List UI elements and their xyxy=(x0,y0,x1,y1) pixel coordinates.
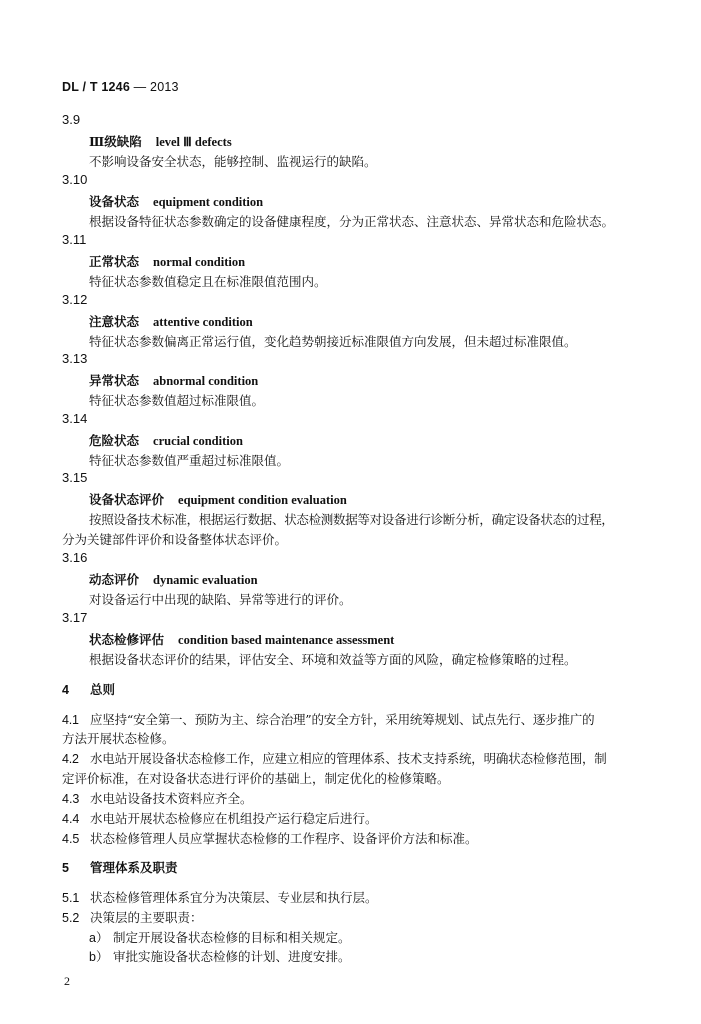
term-cn: 异常状态 xyxy=(89,373,140,388)
clause-paragraph-continued: 定评价标准，在对设备状态进行评价的基础上，制定优化的检修策略。 xyxy=(62,771,450,786)
list-item: b） 审批实施设备状态检修的计划、进度安排。 xyxy=(89,949,351,964)
term-heading xyxy=(89,570,258,588)
list-item: a） 制定开展设备状态检修的目标和相关规定。 xyxy=(89,930,351,945)
term-heading xyxy=(89,630,394,648)
clause-paragraph: 4.1 应坚持“安全第一、预防为主、综合治理”的安全方针，采用统筹规划、试点先行、逐步推广的 xyxy=(62,712,595,727)
clause-number: 3.12 xyxy=(62,292,88,307)
term-definition: 按照设备技术标准，根据运行数据、状态检测数据等对设备进行诊断分析，确定设备状态的过程， xyxy=(89,512,614,527)
clause-paragraph: 5.1 状态检修管理体系宜分为决策层、专业层和执行层。 xyxy=(62,890,378,905)
clause-number: 3.11 xyxy=(62,232,87,247)
clause-paragraph: 4.2 水电站开展设备状态检修工作，应建立相应的管理体系、技术支持系统，明确状态检修范围，制 xyxy=(62,751,607,766)
section-title: 总则 xyxy=(90,682,116,697)
term-en: abnormal condition xyxy=(153,374,259,388)
section-heading xyxy=(62,680,115,698)
document-header xyxy=(62,80,179,94)
clause-number: 3.10 xyxy=(62,172,88,187)
term-en: level Ⅲ defects xyxy=(155,135,232,149)
term-en: normal condition xyxy=(153,255,246,269)
clause-number: 3.16 xyxy=(62,550,88,565)
term-en: equipment condition xyxy=(153,195,264,209)
term-definition-continued: 分为关键部件评价和设备整体状态评价。 xyxy=(62,532,288,547)
term-en: attentive condition xyxy=(153,315,253,329)
term-definition: 根据设备状态评价的结果，评估安全、环境和效益等方面的风险，确定检修策略的过程。 xyxy=(89,652,577,667)
clause-number: 3.9 xyxy=(62,112,81,127)
term-cn: 状态检修评估 xyxy=(89,632,165,647)
term-cn: 设备状态评价 xyxy=(89,492,165,507)
clause-paragraph: 5.2 决策层的主要职责： xyxy=(62,910,203,925)
term-en: condition based maintenance assessment xyxy=(178,633,395,647)
term-heading xyxy=(89,132,232,150)
term-heading xyxy=(89,490,347,508)
standard-year: — 2013 xyxy=(133,80,179,94)
clause-paragraph-continued: 方法开展状态检修。 xyxy=(62,731,175,746)
term-definition: 根据设备特征状态参数确定的设备健康程度，分为正常状态、注意状态、异常状态和危险状态。 xyxy=(89,214,615,229)
clause-number: 3.14 xyxy=(62,411,88,426)
term-heading xyxy=(89,371,258,389)
clause-number: 3.15 xyxy=(62,470,88,485)
section-heading xyxy=(62,858,178,876)
standard-code: DL / T 1246 xyxy=(62,80,130,94)
clause-number: 3.13 xyxy=(62,351,88,366)
clause-paragraph: 4.3 水电站设备技术资料应齐全。 xyxy=(62,791,253,806)
clause-paragraph: 4.5 状态检修管理人员应掌握状态检修的工作程序、设备评价方法和标准。 xyxy=(62,831,478,846)
section-title: 管理体系及职责 xyxy=(90,860,178,875)
term-cn: 动态评价 xyxy=(89,572,140,587)
term-en: crucial condition xyxy=(153,434,243,448)
term-cn: 危险状态 xyxy=(89,433,140,448)
term-cn: Ⅲ级缺陷 xyxy=(89,134,142,149)
term-cn: 正常状态 xyxy=(89,254,140,269)
term-en: equipment condition evaluation xyxy=(178,493,347,507)
term-definition: 特征状态参数偏离正常运行值，变化趋势朝接近标准限值方向发展，但未超过标准限值。 xyxy=(89,334,577,349)
term-heading xyxy=(89,312,253,330)
term-definition: 对设备运行中出现的缺陷、异常等进行的评价。 xyxy=(89,592,352,607)
term-cn: 设备状态 xyxy=(89,194,140,209)
term-en: dynamic evaluation xyxy=(153,573,258,587)
section-number: 4 xyxy=(62,683,69,697)
term-definition: 特征状态参数值严重超过标准限值。 xyxy=(89,453,290,468)
term-cn: 注意状态 xyxy=(89,314,140,329)
clause-paragraph: 4.4 水电站开展状态检修应在机组投产运行稳定后进行。 xyxy=(62,811,378,826)
term-definition: 不影响设备安全状态，能够控制、监视运行的缺陷。 xyxy=(89,154,377,169)
section-number: 5 xyxy=(62,861,69,875)
term-definition: 特征状态参数值稳定且在标准限值范围内。 xyxy=(89,274,327,289)
clause-number: 3.17 xyxy=(62,610,88,625)
term-heading xyxy=(89,192,263,210)
term-heading xyxy=(89,252,245,270)
term-definition: 特征状态参数值超过标准限值。 xyxy=(89,393,265,408)
page-number: 2 xyxy=(64,974,70,988)
term-heading xyxy=(89,431,243,449)
